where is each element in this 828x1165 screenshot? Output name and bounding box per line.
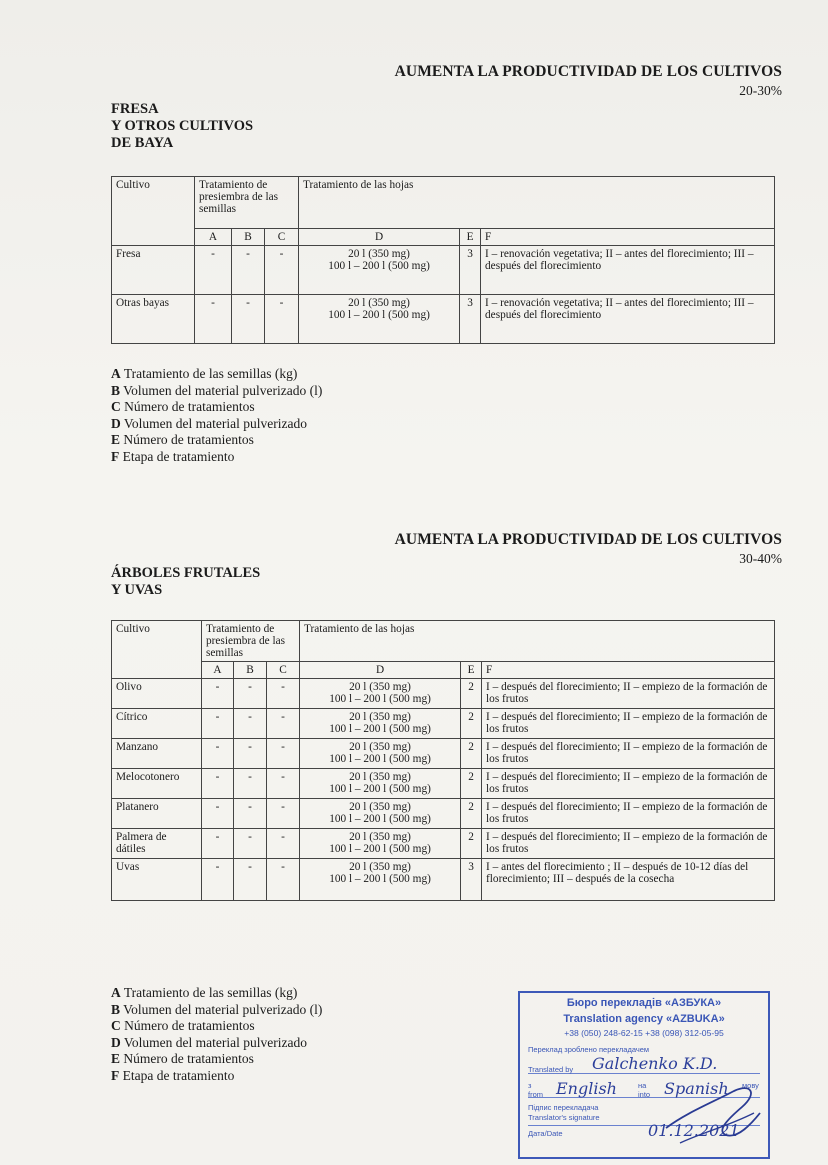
section2-title-line: ÁRBOLES FRUTALES	[111, 565, 261, 581]
cell-e: 3	[461, 859, 482, 901]
section2-table	[111, 620, 775, 901]
section1-title-line: DE BAYA	[111, 135, 174, 151]
cell-b: -	[232, 295, 265, 344]
cell-d	[300, 709, 461, 739]
cell-b: -	[234, 799, 267, 829]
cell-d-line1: 20 l (350 mg)	[349, 681, 411, 693]
cell-a: -	[195, 246, 232, 295]
stamp-line2: Translation agency «AZBUKA»	[563, 1013, 725, 1025]
cell-cultivo: Platanero	[112, 799, 202, 829]
cell-a: -	[202, 829, 234, 859]
section2-headline: AUMENTA LA PRODUCTIVIDAD DE LOS CULTIVOS	[394, 531, 782, 548]
table-row	[112, 246, 775, 295]
cell-d-line1: 20 l (350 mg)	[348, 248, 410, 260]
stamp-sig-ua: Підпис перекладача	[528, 1103, 599, 1112]
col-a: A	[195, 229, 232, 246]
col-d: D	[300, 662, 461, 679]
cell-f: I – después del florecimiento; II – empiezo de la formación de los frutos	[482, 679, 775, 709]
cell-f: I – renovación vegetativa; II – antes del florecimiento; III – después del florecimiento	[481, 295, 775, 344]
table-row	[112, 709, 775, 739]
section1-headline: AUMENTA LA PRODUCTIVIDAD DE LOS CULTIVOS	[394, 63, 782, 80]
cell-d-line1: 20 l (350 mg)	[349, 771, 411, 783]
cell-f: I – después del florecimiento; II – empiezo de la formación de los frutos	[482, 769, 775, 799]
section2-title	[111, 565, 260, 599]
cell-a: -	[195, 295, 232, 344]
col-b: B	[232, 229, 265, 246]
stamp-from-lang: English	[556, 1079, 617, 1098]
cell-d-line1: 20 l (350 mg)	[349, 831, 411, 843]
cell-b: -	[232, 246, 265, 295]
col-e: E	[460, 229, 481, 246]
cell-e: 2	[461, 679, 482, 709]
stamp-translated-by-label: Translated by	[528, 1065, 574, 1074]
stamp-line1: Бюро перекладів «АЗБУКА»	[566, 997, 722, 1009]
cell-d	[300, 799, 461, 829]
section1-title-line: Y OTROS CULTIVOS	[111, 118, 254, 134]
cell-d-line1: 20 l (350 mg)	[349, 741, 411, 753]
cell-f: I – antes del florecimiento ; II – después de 10-12 días del florecimiento; III – después de la cosecha	[482, 859, 775, 901]
section2-percent: 30-40%	[739, 551, 782, 566]
cell-c: -	[267, 739, 300, 769]
cell-d	[300, 739, 461, 769]
section1-percent: 20-30%	[739, 83, 782, 98]
stamp-into-ua: на	[638, 1081, 647, 1090]
section1-table	[111, 176, 775, 344]
cell-cultivo: Fresa	[112, 246, 195, 295]
cell-d-line2: 100 l – 200 l (500 mg)	[329, 693, 431, 705]
section1-title	[111, 101, 253, 152]
legend-item: B Volumen del material pulverizado (l)	[111, 382, 323, 398]
section2-title-line: Y UVAS	[111, 582, 163, 598]
cell-b: -	[234, 709, 267, 739]
cell-d-line2: 100 l – 200 l (500 mg)	[329, 753, 431, 765]
stamp-caption: Переклад зроблено перекладачем	[528, 1045, 650, 1054]
cell-b: -	[234, 769, 267, 799]
stamp-from-label: from	[528, 1090, 543, 1099]
stamp-phones: +38 (050) 248-62-15 +38 (098) 312-05-95	[564, 1028, 724, 1038]
cell-c: -	[267, 859, 300, 901]
cell-cultivo: Palmera de dátiles	[112, 829, 202, 859]
cell-d	[300, 769, 461, 799]
cell-d-line2: 100 l – 200 l (500 mg)	[329, 783, 431, 795]
signature-scribble	[656, 1083, 766, 1153]
legend-item: C Número de tratamientos	[111, 399, 255, 414]
cell-d-line1: 20 l (350 mg)	[349, 801, 411, 813]
cell-cultivo: Olivo	[112, 679, 202, 709]
header-cultivo: Cultivo	[112, 621, 202, 679]
cell-a: -	[202, 859, 234, 901]
cell-e: 3	[460, 295, 481, 344]
cell-d	[300, 679, 461, 709]
cell-e: 3	[460, 246, 481, 295]
cell-a: -	[202, 679, 234, 709]
legend-item: D Volumen del material pulverizado	[111, 415, 307, 431]
cell-f: I – después del florecimiento; II – empiezo de la formación de los frutos	[482, 829, 775, 859]
cell-cultivo: Cítrico	[112, 709, 202, 739]
legend-item: E Número de tratamientos	[111, 432, 254, 447]
header-presiembra: Tratamiento de presiembra de las semillas	[202, 621, 300, 662]
col-c: C	[267, 662, 300, 679]
cell-b: -	[234, 859, 267, 901]
col-b: B	[234, 662, 267, 679]
cell-f: I – después del florecimiento; II – empiezo de la formación de los frutos	[482, 799, 775, 829]
legend-item: B Volumen del material pulverizado (l)	[111, 1001, 323, 1017]
table-row	[112, 829, 775, 859]
col-d: D	[299, 229, 460, 246]
cell-d-line2: 100 l – 200 l (500 mg)	[329, 813, 431, 825]
cell-c: -	[265, 246, 299, 295]
cell-d	[300, 859, 461, 901]
cell-d-line1: 20 l (350 mg)	[349, 711, 411, 723]
stamp-date-label: Дата/Date	[528, 1129, 563, 1138]
cell-a: -	[202, 739, 234, 769]
cell-b: -	[234, 739, 267, 769]
cell-c: -	[265, 295, 299, 344]
cell-d-line1: 20 l (350 mg)	[348, 297, 410, 309]
cell-e: 2	[461, 739, 482, 769]
section1-legend	[111, 366, 322, 465]
cell-e: 2	[461, 799, 482, 829]
legend-item: F Etapa de tratamiento	[111, 1067, 235, 1083]
legend-item: A Tratamiento de las semillas (kg)	[111, 366, 298, 381]
col-e: E	[461, 662, 482, 679]
legend-item: A Tratamiento de las semillas (kg)	[111, 985, 298, 1000]
col-c: C	[265, 229, 299, 246]
cell-d	[299, 246, 460, 295]
col-a: A	[202, 662, 234, 679]
cell-d-line1: 20 l (350 mg)	[349, 861, 411, 873]
stamp-into-label: into	[638, 1090, 651, 1099]
cell-cultivo: Otras bayas	[112, 295, 195, 344]
cell-d	[299, 295, 460, 344]
cell-c: -	[267, 709, 300, 739]
cell-c: -	[267, 799, 300, 829]
cell-c: -	[267, 829, 300, 859]
translation-agency-stamp	[518, 991, 770, 1159]
cell-e: 2	[461, 709, 482, 739]
table-row	[112, 295, 775, 344]
cell-a: -	[202, 709, 234, 739]
stamp-into-lang: Spanish	[664, 1079, 729, 1098]
table-row	[112, 859, 775, 901]
cell-d-line2: 100 l – 200 l (500 mg)	[329, 843, 431, 855]
table-row	[112, 739, 775, 769]
cell-e: 2	[461, 769, 482, 799]
cell-c: -	[267, 769, 300, 799]
legend-item: F Etapa de tratamiento	[111, 448, 235, 464]
section2-legend	[111, 985, 322, 1084]
cell-d-line2: 100 l – 200 l (500 mg)	[329, 723, 431, 735]
col-f: F	[482, 662, 775, 679]
cell-b: -	[234, 829, 267, 859]
stamp-from-ua: з	[528, 1081, 532, 1090]
legend-item: E Número de tratamientos	[111, 1051, 254, 1066]
cell-a: -	[202, 799, 234, 829]
header-hojas: Tratamiento de las hojas	[299, 177, 775, 229]
cell-f: I – después del florecimiento; II – empiezo de la formación de los frutos	[482, 709, 775, 739]
stamp-date-value: 01.12.2021	[648, 1121, 740, 1140]
cell-f: I – después del florecimiento; II – empiezo de la formación de los frutos	[482, 739, 775, 769]
header-hojas: Tratamiento de las hojas	[300, 621, 775, 662]
stamp-lang-suffix: мову	[742, 1081, 759, 1090]
header-presiembra: Tratamiento de presiembra de las semillas	[195, 177, 299, 229]
table-row	[112, 769, 775, 799]
cell-cultivo: Melocotonero	[112, 769, 202, 799]
cell-d-line2: 100 l – 200 l (500 mg)	[329, 873, 431, 885]
cell-a: -	[202, 769, 234, 799]
stamp-translator-name: Galchenko K.D.	[592, 1054, 718, 1073]
table-row	[112, 799, 775, 829]
legend-item: D Volumen del material pulverizado	[111, 1034, 307, 1050]
cell-cultivo: Manzano	[112, 739, 202, 769]
cell-f: I – renovación vegetativa; II – antes del florecimiento; III – después del florecimiento	[481, 246, 775, 295]
section1-title-line: FRESA	[111, 101, 159, 117]
cell-b: -	[234, 679, 267, 709]
stamp-sig-label: Translator's signature	[528, 1113, 600, 1122]
cell-d	[300, 829, 461, 859]
table-row	[112, 679, 775, 709]
header-cultivo: Cultivo	[112, 177, 195, 246]
col-f: F	[481, 229, 775, 246]
cell-d-line2: 100 l – 200 l (500 mg)	[328, 309, 430, 321]
cell-cultivo: Uvas	[112, 859, 202, 901]
legend-item: C Número de tratamientos	[111, 1018, 255, 1033]
cell-c: -	[267, 679, 300, 709]
cell-d-line2: 100 l – 200 l (500 mg)	[328, 260, 430, 272]
cell-e: 2	[461, 829, 482, 859]
